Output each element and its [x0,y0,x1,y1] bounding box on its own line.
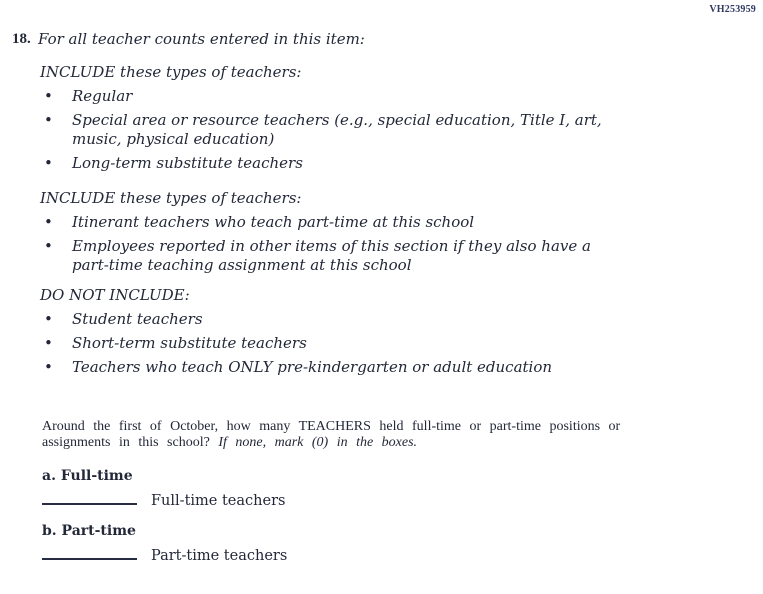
question-item-18 [12,30,763,49]
include-section-1-list [40,87,632,173]
field-b-answer-row [42,546,763,565]
bullet-item [40,111,632,149]
bullet-icon: • [44,111,53,129]
do-not-include-section-heading: DO NOT INCLUDE: [40,286,190,304]
item-intro-text: For all teacher counts entered in this item: [38,30,365,48]
bullet-icon: • [44,154,53,172]
field-a-answer-row [42,491,763,510]
bullet-text: Regular [72,87,133,105]
document-code: VH253959 [709,4,756,15]
item-body [40,63,763,565]
bullet-text: Teachers who teach ONLY pre-kindergarten or adult education [72,358,553,376]
question-line-1: Around the first of October, how many TEACHERS held full-time or part-time positions or [42,419,621,434]
question-line-2 [42,435,704,451]
full-time-answer-blank[interactable] [42,491,137,505]
field-a-label: a. Full-time [42,468,133,484]
include-section-2-list [40,213,632,275]
bullet-text: Special area or resource teachers (e.g., special education, Title I, art, music, physical education) [72,111,602,148]
item-number: 18. [12,31,31,47]
bullet-icon: • [44,87,53,105]
bullet-icon: • [44,310,53,328]
bullet-item [40,213,632,232]
bullet-item [40,154,632,173]
part-time-answer-blank[interactable] [42,546,137,560]
bullet-item [40,237,632,275]
do-not-include-section-list [40,310,632,377]
bullet-icon: • [44,358,53,376]
bullet-item [40,358,632,377]
bullet-text: Long-term substitute teachers [72,154,303,172]
main-question [42,419,704,451]
include-section-1-heading: INCLUDE these types of teachers: [40,63,302,81]
bullet-text: Itinerant teachers who teach part-time at this school [72,213,475,231]
bullet-text: Short-term substitute teachers [72,334,307,352]
bullet-item [40,310,632,329]
bullet-text: Student teachers [72,310,203,328]
bullet-icon: • [44,334,53,352]
question-note-italic: If none, mark (0) in the boxes. [218,435,418,450]
full-time-blank-caption: Full-time teachers [151,493,286,509]
include-section-2-heading: INCLUDE these types of teachers: [40,189,302,207]
bullet-item [40,87,632,106]
part-time-blank-caption: Part-time teachers [151,548,288,564]
question-line-2-text: assignments in this school? [42,435,219,450]
bullet-item [40,334,632,353]
bullet-icon: • [44,213,53,231]
bullet-icon: • [44,237,53,255]
bullet-text: Employees reported in other items of this section if they also have a part-time teaching assignment at this school [72,237,591,274]
field-b-label: b. Part-time [42,523,136,539]
